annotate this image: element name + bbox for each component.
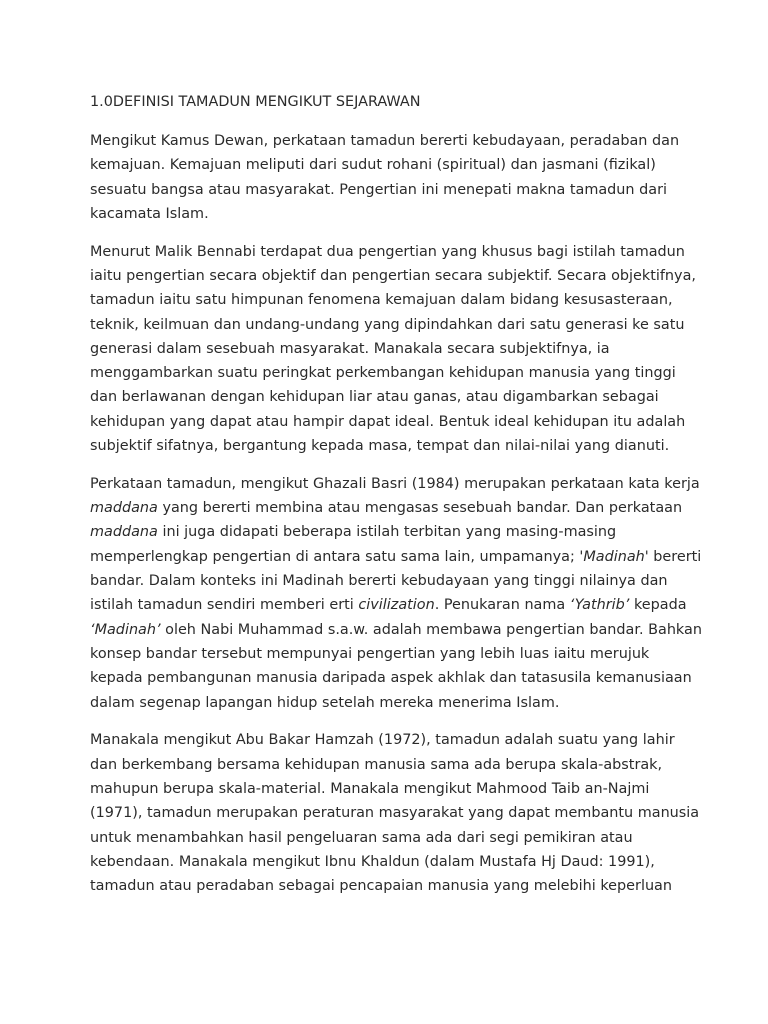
text-line xyxy=(90,178,690,202)
text-run: oleh Nabi Muhammad s.a.w. adalah membawa pengertian bandar. Bahkan xyxy=(160,621,702,638)
text-run: istilah tamadun sendiri memberi erti xyxy=(90,597,359,614)
text-run: ini juga didapati beberapa istilah terbitan yang masing-masing xyxy=(157,524,617,541)
text-run: kacamata Islam. xyxy=(90,205,209,222)
text-run: (1971), tamadun merupakan peraturan masyarakat yang dapat membantu manusia xyxy=(90,805,700,822)
text-run: tamadun iaitu satu himpunan fenomena kemajuan dalam bidang kesusasteraan, xyxy=(90,292,673,309)
text-run: kemajuan. Kemajuan meliputi dari sudut rohani (spiritual) dan jasmani (fizikal) xyxy=(90,157,656,174)
text-run: sesuatu bangsa atau masyarakat. Pengertian ini menepati makna tamadun dari xyxy=(90,181,667,198)
text-run: Manakala mengikut Abu Bakar Hamzah (1972), tamadun adalah suatu yang lahir xyxy=(90,732,675,749)
italic-term: civilization xyxy=(358,597,435,614)
paragraph-2 xyxy=(90,240,696,459)
text-run: kebendaan. Manakala mengikut Ibnu Khaldun (dalam Mustafa Hj Daud: 1991), xyxy=(90,853,655,870)
text-line xyxy=(90,288,690,312)
text-line xyxy=(90,472,700,496)
text-run: subjektif sifatnya, bergantung kepada masa, tempat dan nilai-nilai yang dianuti. xyxy=(90,438,670,455)
text-line xyxy=(90,691,690,715)
italic-term: maddana xyxy=(90,500,158,517)
paragraph-3 xyxy=(90,472,702,715)
text-line xyxy=(90,618,702,642)
text-line xyxy=(90,545,702,569)
text-run: konsep bandar tersebut mempunyai pengertian yang lebih luas iaitu merujuk xyxy=(90,645,650,662)
text-run: iaitu pengertian secara objektif dan pengertian secara subjektif. Secara objektifnya, xyxy=(90,267,696,284)
italic-term: Madinah xyxy=(583,548,645,565)
text-run: kepada xyxy=(629,597,687,614)
text-run: untuk menambahkan hasil pengeluaran sama ada dari segi pemikiran atau xyxy=(90,829,633,846)
italic-term: maddana xyxy=(90,524,158,541)
text-line xyxy=(90,434,690,458)
text-line xyxy=(90,593,690,617)
text-line xyxy=(90,129,690,153)
text-run: kepada pembangunan manusia daripada aspek akhlak dan tatasusila kemanusiaan xyxy=(90,670,692,687)
text-line xyxy=(90,520,690,544)
text-line xyxy=(90,202,690,226)
text-line xyxy=(90,264,696,288)
text-line xyxy=(90,361,690,385)
text-line xyxy=(90,313,690,337)
text-line xyxy=(90,666,690,690)
text-run: . Penukaran nama xyxy=(434,597,570,614)
document-body xyxy=(90,90,702,912)
text-run: tamadun atau peradaban sebagai pencapaian manusia yang melebihi keperluan xyxy=(90,878,672,895)
text-run: menggambarkan suatu peringkat perkembangan kehidupan manusia yang tinggi xyxy=(90,365,676,382)
text-line xyxy=(90,496,690,520)
text-line xyxy=(90,410,690,434)
text-run: generasi dalam sesebuah masyarakat. Manakala secara subjektifnya, ia xyxy=(90,340,610,357)
text-run: dalam segenap lapangan hidup setelah mereka menerima Islam. xyxy=(90,694,560,711)
text-line xyxy=(90,850,690,874)
text-run: teknik, keilmuan dan undang-undang yang dipindahkan dari satu generasi ke satu xyxy=(90,316,685,333)
text-run: Perkataan tamadun, mengikut Ghazali Basri (1984) merupakan perkataan kata kerja xyxy=(90,475,700,492)
text-run: ' bererti xyxy=(644,548,702,565)
italic-term: ‘Madinah’ xyxy=(90,621,161,638)
text-line xyxy=(90,569,690,593)
text-run: Mengikut Kamus Dewan, perkataan tamadun bererti kebudayaan, peradaban dan xyxy=(90,133,680,149)
text-line xyxy=(90,728,690,752)
text-run: dan berkembang bersama kehidupan manusia sama ada berupa skala-abstrak, xyxy=(90,756,663,773)
text-run: dan berlawanan dengan kehidupan liar atau ganas, atau digambarkan sebagai xyxy=(90,389,659,406)
text-line xyxy=(90,874,690,898)
paragraph-1 xyxy=(90,129,690,226)
text-run: memperlengkap pengertian di antara satu sama lain, umpamanya; ' xyxy=(90,548,584,565)
text-line xyxy=(90,642,690,666)
text-line xyxy=(90,826,690,850)
text-run: Menurut Malik Bennabi terdapat dua pengertian yang khusus bagi istilah tamadun xyxy=(90,243,685,260)
text-line xyxy=(90,801,700,825)
text-run: mahupun berupa skala-material. Manakala mengikut Mahmood Taib an-Najmi xyxy=(90,780,650,797)
text-line xyxy=(90,153,690,177)
text-line xyxy=(90,240,690,264)
paragraph-4 xyxy=(90,728,700,898)
text-run: kehidupan yang dapat atau hampir dapat ideal. Bentuk ideal kehidupan itu adalah xyxy=(90,413,686,430)
text-line xyxy=(90,777,690,801)
text-line xyxy=(90,753,690,777)
text-line xyxy=(90,337,690,361)
text-line xyxy=(90,385,690,409)
text-run: yang bererti membina atau mengasas sesebuah bandar. Dan perkataan xyxy=(157,500,683,517)
text-run: bandar. Dalam konteks ini Madinah bererti kebudayaan yang tinggi nilainya dan xyxy=(90,573,668,590)
section-heading: 1.0DEFINISI TAMADUN MENGIKUT SEJARAWAN xyxy=(90,94,421,110)
italic-term: ‘Yathrib’ xyxy=(569,597,630,614)
